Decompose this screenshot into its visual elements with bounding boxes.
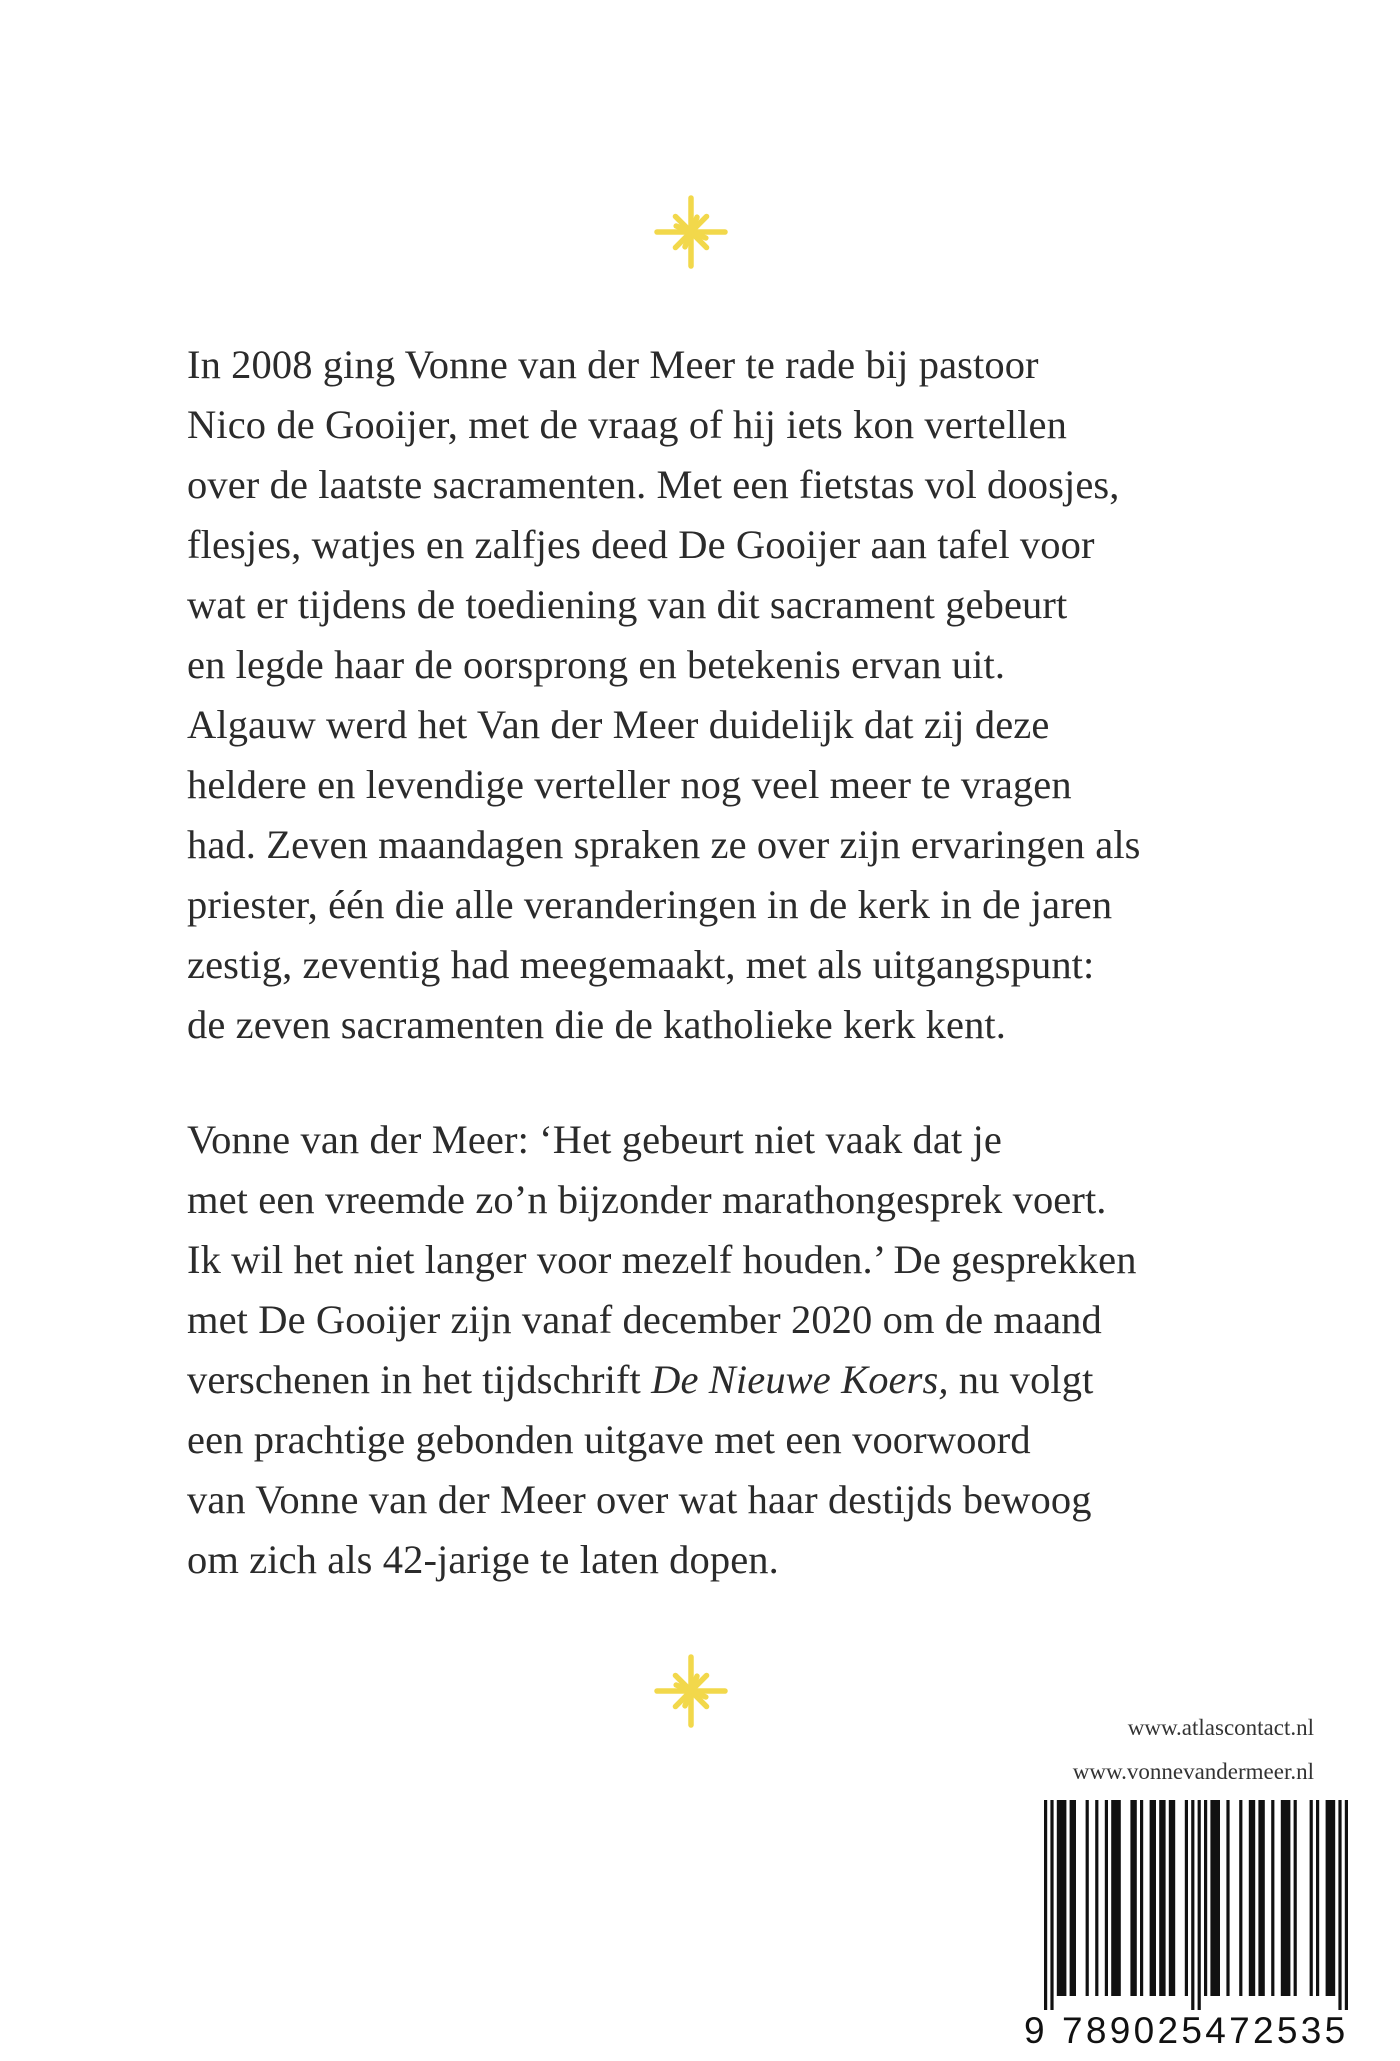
barcode-bar — [1086, 1800, 1089, 1996]
barcode-bar — [1159, 1800, 1165, 1996]
barcode-bar — [1226, 1800, 1229, 1996]
barcode-bar — [1326, 1800, 1336, 1996]
publisher-url: www.atlascontact.nl — [1127, 1715, 1314, 1740]
barcode-bar — [1044, 1800, 1047, 2010]
blurb-paragraph-1 — [187, 335, 1247, 1055]
barcode-bar — [1095, 1800, 1098, 1996]
isbn-barcode — [1022, 1800, 1348, 2061]
barcode-bar — [1294, 1800, 1297, 1996]
barcode-bar — [1310, 1800, 1313, 1996]
barcode-bar — [1050, 1800, 1053, 2010]
author-url: www.vonnevandermeer.nl — [1072, 1759, 1314, 1784]
barcode-bar — [1150, 1800, 1156, 1996]
barcode-bar — [1140, 1800, 1143, 1996]
text-line: flesjes, watjes en zalfjes deed De Gooijer aan tafel voor — [187, 522, 1095, 567]
barcode-bar — [1130, 1800, 1136, 1996]
text-line: priester, één die alle veranderingen in de kerk in de jaren — [187, 882, 1113, 927]
text-line: wat er tijdens de toediening van dit sacrament gebeurt — [187, 582, 1068, 627]
barcode-bar — [1191, 1800, 1194, 2010]
barcode-bar — [1258, 1800, 1264, 1996]
text-line: over de laatste sacramenten. Met een fietstas vol doosjes, — [187, 462, 1120, 507]
website-list — [1073, 1706, 1314, 1794]
barcode-bar — [1105, 1800, 1108, 1996]
star-icon — [654, 1654, 728, 1728]
barcode-bar — [1239, 1800, 1242, 1996]
barcode-bar — [1281, 1800, 1291, 1996]
magazine-title: De Nieuwe Koers, — [651, 1357, 949, 1402]
barcode-digits-rest: 789025472535 — [1062, 2010, 1349, 2051]
barcode-bar — [1249, 1800, 1255, 1996]
barcode-bar — [1198, 1800, 1201, 2010]
barcode-bar — [1111, 1800, 1121, 1996]
barcode-bar — [1169, 1800, 1175, 1996]
text-line: In 2008 ging Vonne van der Meer te rade bij pastoor — [187, 342, 1039, 387]
text-line — [187, 1350, 1247, 1410]
text-line: Nico de Gooijer, met de vraag of hij iets kon vertellen — [187, 402, 1067, 447]
star-icon — [654, 195, 728, 269]
text-line: van Vonne van der Meer over wat haar destijds bewoog — [187, 1477, 1092, 1522]
barcode-bar — [1185, 1800, 1188, 1996]
text-line: met De Gooijer zijn vanaf december 2020 om de maand — [187, 1297, 1102, 1342]
barcode-bar — [1271, 1800, 1274, 1996]
barcode-bars — [1022, 1800, 1348, 2010]
text-line: en legde haar de oorsprong en betekenis ervan uit. — [187, 642, 1006, 687]
barcode-bar — [1338, 1800, 1341, 2010]
barcode-bar — [1204, 1800, 1207, 1996]
text-line: om zich als 42-jarige te laten dopen. — [187, 1537, 779, 1582]
text-line: met een vreemde zo’n bijzonder marathongesprek voert. — [187, 1177, 1107, 1222]
barcode-bar — [1057, 1800, 1067, 1996]
text-line: had. Zeven maandagen spraken ze over zijn ervaringen als — [187, 822, 1141, 867]
text-line: zestig, zeventig had meegemaakt, met als uitgangspunt: — [187, 942, 1095, 987]
barcode-bar — [1316, 1800, 1319, 1996]
blurb-paragraph-2 — [187, 1110, 1247, 1590]
text-segment: verschenen in het tijdschrift — [187, 1357, 641, 1402]
barcode-number — [1022, 2009, 1348, 2053]
text-line: Algauw werd het Van der Meer duidelijk dat zij deze — [187, 702, 1050, 747]
text-line: de zeven sacramenten die de katholieke kerk kent. — [187, 1002, 1007, 1047]
barcode-bar — [1070, 1800, 1076, 1996]
text-line: Vonne van der Meer: ‘Het gebeurt niet vaak dat je — [187, 1117, 1002, 1162]
barcode-bar — [1345, 1800, 1348, 2010]
barcode-bar — [1210, 1800, 1220, 1996]
text-line: heldere en levendige verteller nog veel meer te vragen — [187, 762, 1072, 807]
barcode-digit-first: 9 — [1024, 2010, 1045, 2051]
text-line: een prachtige gebonden uitgave met een voorwoord — [187, 1417, 1031, 1462]
text-segment: nu volgt — [948, 1357, 1094, 1402]
text-line: Ik wil het niet langer voor mezelf houden.’ De gesprekken — [187, 1237, 1137, 1282]
